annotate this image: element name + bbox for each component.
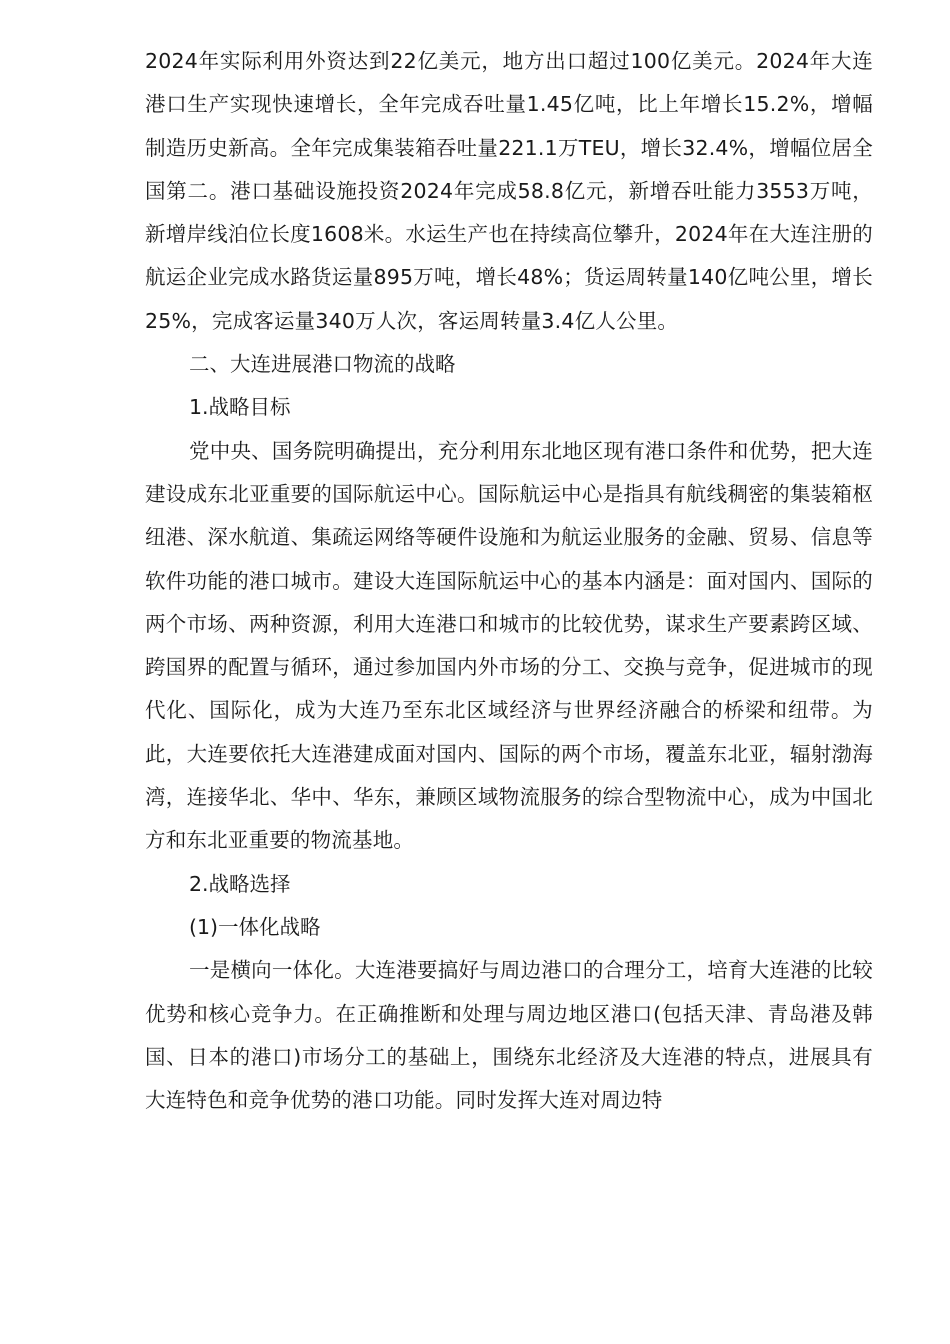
paragraph-port-statistics: 2024年实际利用外资达到22亿美元，地方出口超过100亿美元。2024年大连港口生产实现快速增长，全年完成吞吐量1.45亿吨，比上年增长15.2%，增幅制造历史新高。全年完成集装箱吞吐量221.1万TEU，增长32.4%，增幅位居全国第二。港口基础设施投资2024年完成58.8亿元，新增吞吐能力3553万吨，新增岸线泊位长度1608米。水运生产也在持续高位攀升，2024年在大连注册的航运企业完成水路货运量895万吨，增长48%；货运周转量140亿吨公里，增长25%，完成客运量340万人次，客运周转量3.4亿人公里。	[145, 49, 873, 333]
section-heading-strategy: 二、大连进展港口物流的战略	[189, 352, 456, 377]
paragraph-horizontal-integration: 一是横向一体化。大连港要搞好与周边港口的合理分工，培育大连港的比较优势和核心竞争力。在正确推断和处理与周边地区港口(包括天津、青岛港及韩国、日本的港口)市场分工的基础上，围绕东北经济及大连港的特点，进展具有大连特色和竞争优势的港口功能。同时发挥大连对周边特	[145, 958, 873, 1113]
paragraph-shipping-center: 党中央、国务院明确提出，充分利用东北地区现有港口条件和优势，把大连建设成东北亚重要的国际航运中心。国际航运中心是指具有航线稠密的集装箱枢纽港、深水航道、集疏运网络等硬件设施和为航运业服务的金融、贸易、信息等软件功能的港口城市。建设大连国际航运中心的基本内涵是：面对国内、国际的两个市场、两种资源，利用大连港口和城市的比较优势，谋求生产要素跨区域、跨国界的配置与循环，通过参加国内外市场的分工、交换与竞争，促进城市的现代化、国际化，成为大连乃至东北区域经济与世界经济融合的桥梁和纽带。为此，大连要依托大连港建成面对国内、国际的两个市场，覆盖东北亚，辐射渤海湾，连接华北、华中、华东，兼顾区域物流服务的综合型物流中心，成为中国北方和东北亚重要的物流基地。	[145, 438, 873, 853]
document-page	[145, 40, 873, 1122]
subheading-strategic-goal: 1.战略目标	[189, 395, 291, 420]
subheading-strategic-choice: 2.战略选择	[189, 871, 291, 896]
subheading-integration-strategy: (1)一体化战略	[189, 914, 321, 939]
